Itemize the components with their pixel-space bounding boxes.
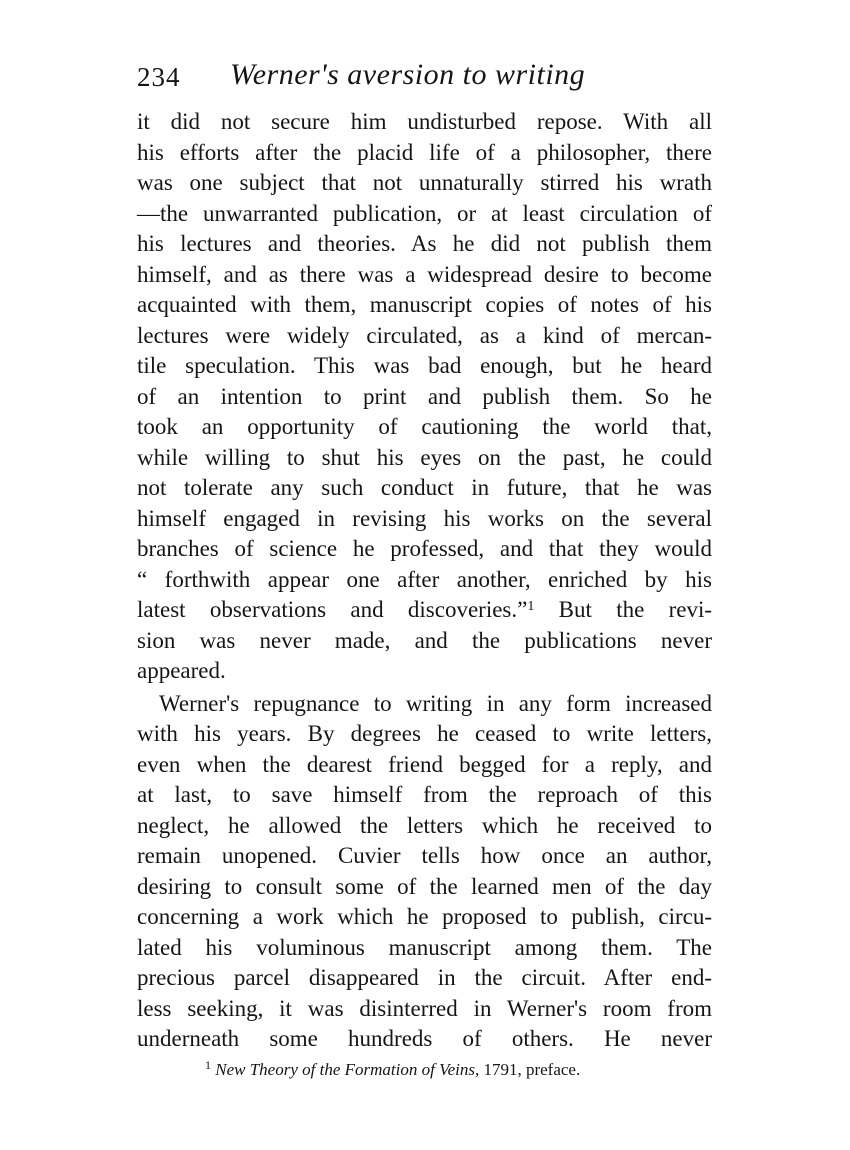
text-line: himself, and as there was a widespread desire to become — [137, 261, 712, 287]
text-line: precious parcel disappeared in the circuit. After end- — [137, 965, 712, 990]
text-line: of an intention to print and publish them. So he — [137, 383, 712, 409]
quote-end-text: latest observations and discoveries.” — [137, 597, 528, 622]
text-line: while willing to shut his eyes on the past, he could — [137, 444, 712, 470]
text-line: it did not secure him undisturbed repose. With all — [137, 109, 712, 134]
text-line: himself engaged in revising his works on the several — [137, 505, 712, 531]
text-line-with-note — [137, 595, 712, 626]
text-line: his lectures and theories. As he did not publish them — [137, 231, 712, 256]
running-title: Werner's aversion to writing — [230, 58, 586, 91]
footnote-marker: 1 — [205, 1058, 211, 1072]
text-line: concerning a work which he proposed to publish, circu- — [137, 904, 712, 929]
text-line: desiring to consult some of the learned men of the day — [137, 873, 712, 899]
text-line: even when the dearest friend begged for a reply, and — [137, 751, 712, 777]
text-line: less seeking, it was disinterred in Werner's room from — [137, 995, 712, 1021]
page-number: 234 — [137, 62, 181, 92]
text-line: lated his voluminous manuscript among them. The — [137, 934, 712, 960]
text-line: his efforts after the placid life of a philosopher, there — [137, 139, 712, 165]
text-line: took an opportunity of cautioning the world that, — [137, 414, 712, 439]
text-line: underneath some hundreds of others. He never — [137, 1026, 712, 1051]
text-line: lectures were widely circulated, as a kind of mercan- — [137, 322, 712, 348]
text-line: at last, to save himself from the reproach of this — [137, 782, 712, 807]
running-head — [137, 58, 737, 98]
footnote — [205, 1060, 725, 1080]
footnote-work-title: New Theory of the Formation of Veins, — [215, 1060, 480, 1079]
text-line: —the unwarranted publication, or at least circulation of — [137, 200, 712, 226]
text-line: was one subject that not unnaturally stirred his wrath — [137, 170, 712, 195]
text-line: neglect, he allowed the letters which he received to — [137, 812, 712, 838]
text-line: sion was never made, and the publications never — [137, 627, 712, 653]
text-line: acquainted with them, manuscript copies of notes of his — [137, 292, 712, 317]
text-line: with his years. By degrees he ceased to write letters, — [137, 721, 712, 746]
text-line: “ forthwith appear one after another, enriched by his — [137, 566, 712, 592]
footnote-reference: 1 — [527, 599, 535, 614]
body-text — [137, 107, 712, 1055]
text-line: tile speculation. This was bad enough, but he heard — [137, 353, 712, 378]
paragraph-first-line: Werner's repugnance to writing in any form increased — [159, 690, 712, 716]
text-line: not tolerate any such conduct in future, that he was — [137, 475, 712, 500]
quote-tail-text: But the revi- — [558, 597, 713, 622]
text-line: branches of science he professed, and that they would — [137, 536, 712, 561]
paragraph-last-line: appeared. — [137, 658, 226, 683]
text-line: remain unopened. Cuvier tells how once an author, — [137, 843, 712, 868]
footnote-details: 1791, preface. — [479, 1060, 581, 1079]
